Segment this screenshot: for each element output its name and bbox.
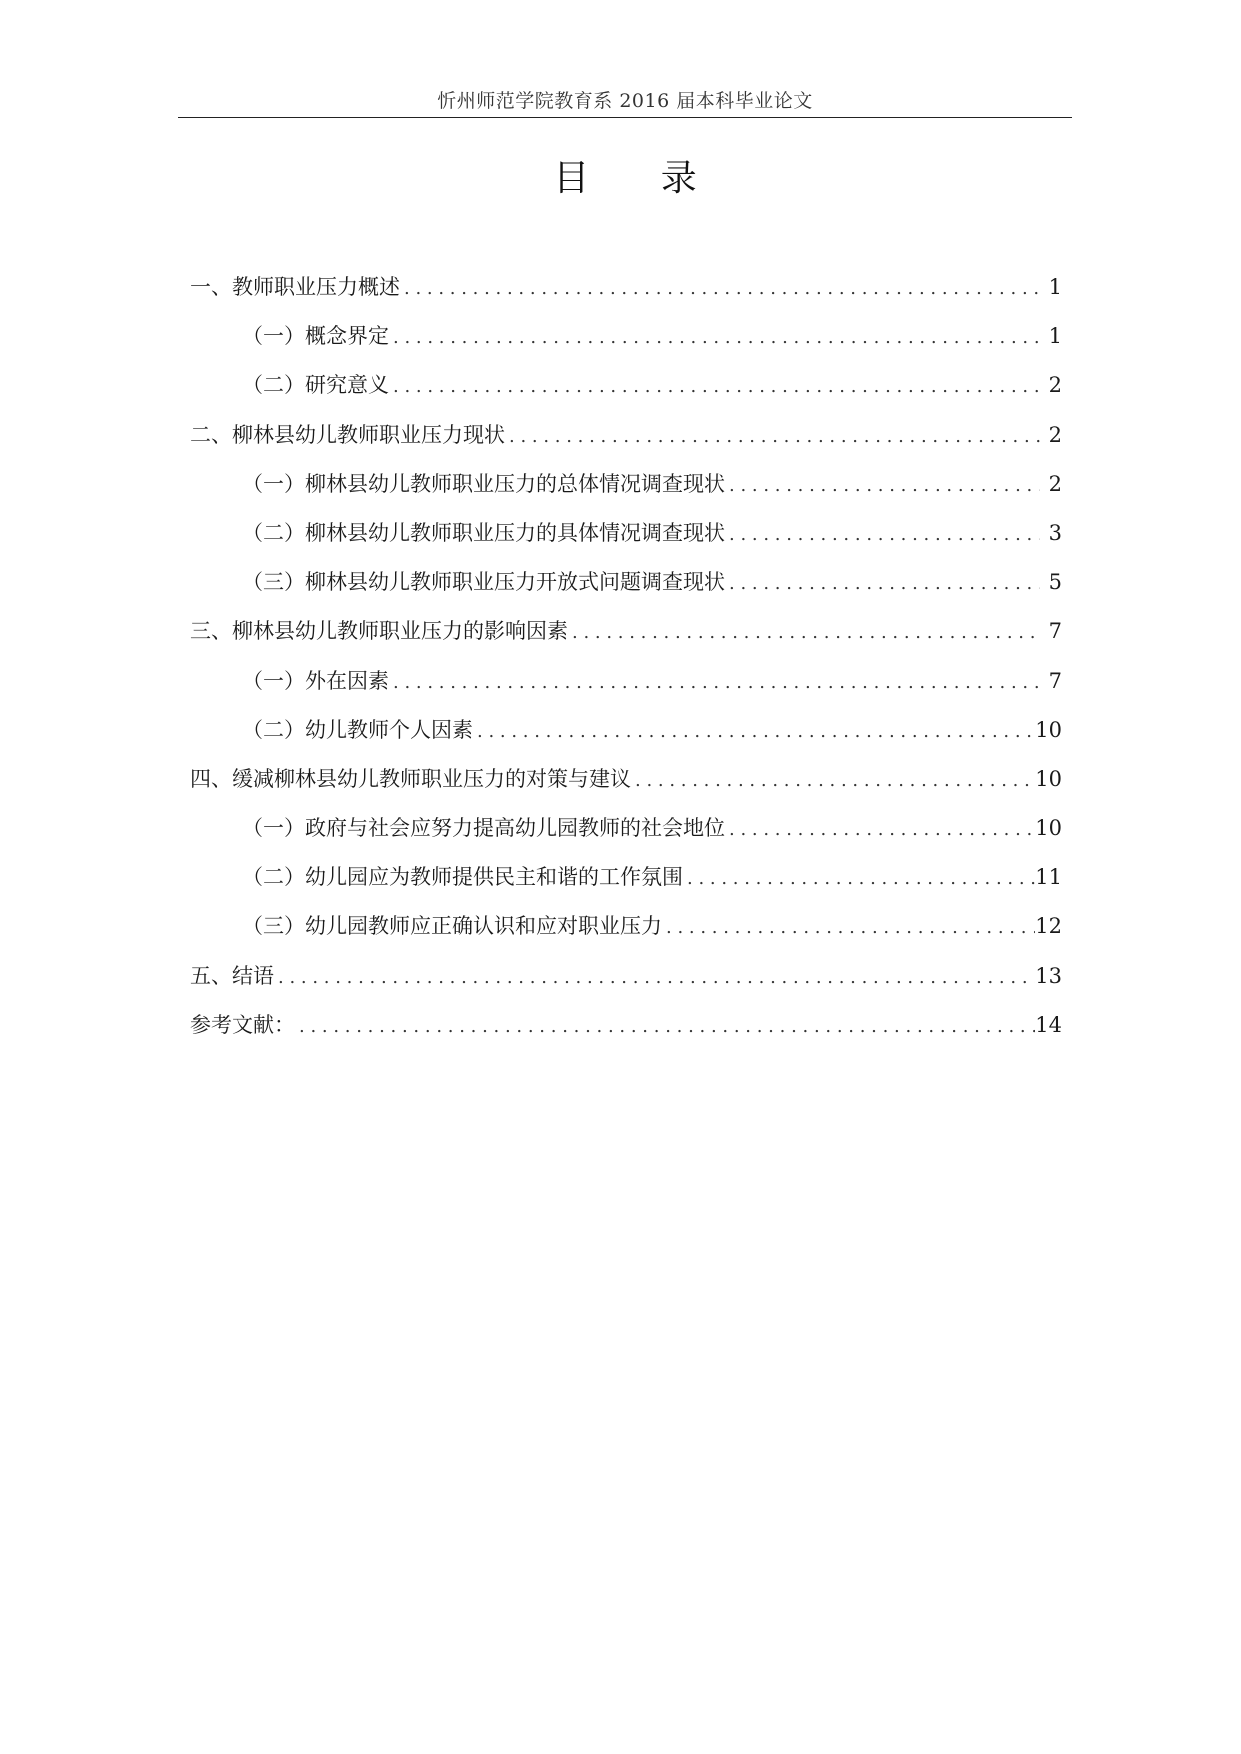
toc-page-number: 3 — [1048, 520, 1062, 545]
toc-dot-leader — [568, 608, 1040, 657]
toc-entry[interactable] — [190, 804, 1062, 853]
toc-entry[interactable] — [190, 755, 1062, 804]
toc-entry-label: （二）柳林县幼儿教师职业压力的具体情况调查现状 — [242, 520, 725, 545]
toc-dot-leader — [389, 362, 1040, 411]
toc-entry[interactable] — [190, 411, 1062, 460]
toc-entry[interactable] — [190, 853, 1062, 902]
toc-entry-label: （一）概念界定 — [242, 324, 389, 349]
toc-dot-leader — [505, 412, 1040, 461]
toc-dot-leader — [274, 953, 1035, 1002]
toc-page-number: 7 — [1048, 619, 1062, 644]
running-header: 忻州师范学院教育系 2016 届本科毕业论文 — [437, 90, 813, 112]
toc-page-number: 1 — [1048, 324, 1062, 349]
toc-page-number: 10 — [1035, 717, 1062, 742]
toc-page-number: 2 — [1048, 373, 1062, 398]
header-divider — [178, 117, 1072, 118]
toc-dot-leader — [725, 559, 1040, 608]
toc-page-number: 10 — [1035, 816, 1062, 841]
toc-page-number: 14 — [1035, 1012, 1062, 1037]
toc-page-number: 12 — [1035, 914, 1062, 939]
toc-entry[interactable] — [190, 607, 1062, 656]
toc-entry-label: （三）幼儿园教师应正确认识和应对职业压力 — [242, 914, 662, 939]
toc-entry-label: （一）外在因素 — [242, 668, 389, 693]
toc-page-number: 5 — [1048, 570, 1062, 595]
toc-dot-leader — [725, 461, 1040, 510]
toc-entry-label: （一）政府与社会应努力提高幼儿园教师的社会地位 — [242, 816, 725, 841]
toc-entry-label: 参考文献： — [190, 1012, 295, 1037]
toc-entry-label: （三）柳林县幼儿教师职业压力开放式问题调查现状 — [242, 570, 725, 595]
toc-dot-leader — [473, 707, 1035, 756]
toc-dot-leader — [725, 805, 1035, 854]
toc-dot-leader — [295, 1002, 1035, 1051]
toc-entry[interactable] — [190, 558, 1062, 607]
toc-page-number: 2 — [1048, 471, 1062, 496]
toc-title: 目 录 — [553, 158, 727, 199]
toc-entry-label: （二）研究意义 — [242, 373, 389, 398]
toc-entry-label: 五、结语 — [190, 963, 274, 988]
toc-entry[interactable] — [190, 657, 1062, 706]
toc-page-number: 11 — [1035, 865, 1062, 890]
toc-entry-label: 三、柳林县幼儿教师职业压力的影响因素 — [190, 619, 568, 644]
toc-entry-label: 一、教师职业压力概述 — [190, 275, 400, 299]
toc-dot-leader — [400, 264, 1040, 313]
toc-entry[interactable] — [190, 361, 1062, 410]
toc-dot-leader — [631, 756, 1035, 805]
toc-page-number: 10 — [1035, 766, 1062, 791]
toc-entry[interactable] — [190, 952, 1062, 1001]
toc-page-number: 13 — [1035, 963, 1062, 988]
toc-dot-leader — [389, 313, 1040, 362]
toc-entry[interactable] — [190, 263, 1062, 312]
toc-entry-label: 二、柳林县幼儿教师职业压力现状 — [190, 422, 505, 447]
toc-dot-leader — [662, 903, 1035, 952]
toc-entry-label: （二）幼儿园应为教师提供民主和谐的工作氛围 — [242, 865, 683, 890]
toc-dot-leader — [389, 658, 1040, 707]
toc-entry[interactable] — [190, 706, 1062, 755]
toc-entry-label: （二）幼儿教师个人因素 — [242, 717, 473, 742]
toc-entry[interactable] — [190, 312, 1062, 361]
toc-page-number: 7 — [1048, 668, 1062, 693]
toc-dot-leader — [683, 854, 1035, 903]
toc-entry[interactable] — [190, 1001, 1062, 1050]
toc-entry[interactable] — [190, 509, 1062, 558]
toc-entry-label: 四、缓减柳林县幼儿教师职业压力的对策与建议 — [190, 766, 631, 791]
toc-page-number: 1 — [1048, 275, 1062, 299]
toc-page-number: 2 — [1048, 422, 1062, 447]
toc-entry[interactable] — [190, 902, 1062, 951]
table-of-contents — [190, 263, 1062, 1050]
toc-entry[interactable] — [190, 460, 1062, 509]
toc-dot-leader — [725, 510, 1040, 559]
toc-entry-label: （一）柳林县幼儿教师职业压力的总体情况调查现状 — [242, 471, 725, 496]
